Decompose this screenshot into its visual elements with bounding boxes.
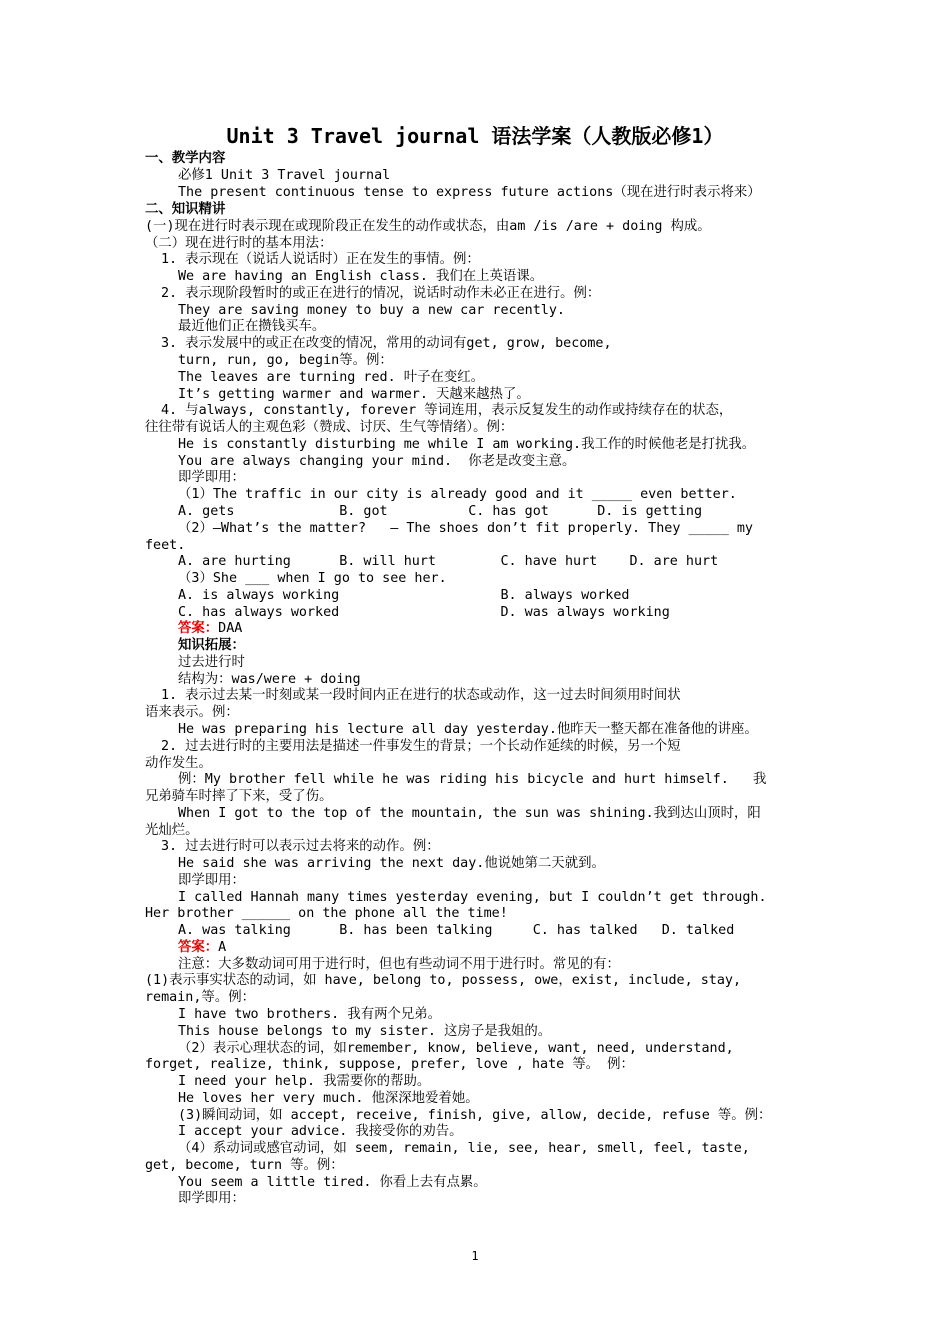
text-line: get, become, turn 等。例：: [145, 1158, 344, 1173]
text-line: 语来表示。例：: [145, 705, 239, 720]
text-line: 必修1 Unit 3 Travel journal: [178, 168, 391, 183]
answer-value: DAA: [218, 621, 243, 636]
text-line: He is constantly disturbing me while I am working.我工作的时候他老是打扰我。: [178, 437, 756, 452]
knowledge-expansion-heading: 知识拓展：: [178, 638, 245, 653]
text-line: 即学即用：: [178, 1191, 245, 1206]
text-line: 即学即用：: [178, 470, 245, 485]
text-line: 结构为：was/were + doing: [178, 672, 361, 687]
text-line: You seem a little tired. 你看上去有点累。: [178, 1175, 487, 1190]
answer-value: A: [218, 940, 227, 955]
exercise-options: A. are hurting B. will hurt C. have hurt D. are hurt: [178, 554, 719, 569]
answer-label: 答案：: [178, 940, 219, 955]
exercise-options: C. has always worked D. was always working: [178, 605, 670, 620]
document-title: Unit 3 Travel journal 语法学案（人教版必修1）: [226, 124, 724, 148]
text-line: remain,等。例：: [145, 990, 255, 1005]
text-line: 光灿烂。: [145, 823, 199, 838]
text-line: He loves her very much. 他深深地爱着她。: [178, 1091, 479, 1106]
text-line: He was preparing his lecture all day yesterday.他昨天一整天都在准备他的讲座。: [178, 722, 758, 737]
text-line: I accept your advice. 我接受你的劝告。: [178, 1124, 463, 1139]
exercise-question: （1）The traffic in our city is already good and it _____ even better.: [178, 487, 737, 502]
text-line: 过去进行时: [178, 655, 245, 670]
text-line: 动作发生。: [145, 756, 212, 771]
page-number: 1: [471, 1249, 479, 1263]
text-line: We are having an English class. 我们在上英语课。: [178, 269, 544, 284]
text-line: 1. 表示现在（说话人说话时）正在发生的事情。例：: [161, 252, 480, 267]
section-heading-knowledge: 二、知识精讲: [145, 202, 226, 217]
text-line: This house belongs to my sister. 这房子是我姐的。: [178, 1024, 552, 1039]
exercise-question: I called Hannah many times yesterday evening, but I couldn’t get through.: [178, 890, 767, 905]
text-line: The present continuous tense to express future actions（现在进行时表示将来）: [178, 185, 761, 200]
text-line: 2. 表示现阶段暂时的或正在进行的情况，说话时动作未必正在进行。例：: [161, 286, 601, 301]
text-line: 往往带有说话人的主观色彩（赞成、讨厌、生气等情绪）。例：: [145, 420, 514, 435]
exercise-question: feet.: [145, 538, 186, 553]
text-line: 最近他们正在攒钱买车。: [178, 319, 326, 334]
text-line: 4. 与always, constantly, forever 等词连用，表示反复发生的动作或持续存在的状态，: [161, 403, 733, 418]
text-line: They are saving money to buy a new car recently.: [178, 303, 565, 318]
text-line: turn, run, go, begin等。例：: [178, 353, 393, 368]
text-line: 例：My brother fell while he was riding his bicycle and hurt himself. 我: [178, 772, 767, 787]
text-line: （二）现在进行时的基本用法：: [145, 236, 333, 251]
text-line: The leaves are turning red. 叶子在变红。: [178, 370, 485, 385]
section-heading-teaching-content: 一、教学内容: [145, 151, 226, 166]
answer-label: 答案：: [178, 621, 219, 636]
text-line: He said she was arriving the next day.他说她第二天就到。: [178, 856, 605, 871]
text-line: When I got to the top of the mountain, the sun was shining.我到达山顶时，阳: [178, 806, 761, 821]
text-line: （2）表示心理状态的词，如remember, know, believe, want, need, understand,: [178, 1041, 734, 1056]
text-line: It’s getting warmer and warmer. 天越来越热了。: [178, 387, 530, 402]
exercise-question: Her brother ______ on the phone all the time!: [145, 906, 508, 921]
exercise-question: （2）—What’s the matter? — The shoes don’t fit properly. They _____ my: [178, 521, 753, 536]
text-line: I have two brothers. 我有两个兄弟。: [178, 1007, 442, 1022]
text-line: 2. 过去进行时的主要用法是描述一件事发生的背景；一个长动作延续的时候，另一个短: [161, 739, 681, 754]
text-line: （4）系动词或感官动词，如 seem, remain, lie, see, hear, smell, feel, taste,: [178, 1141, 750, 1156]
exercise-options: A. was talking B. has been talking C. has talked D. talked: [178, 923, 735, 938]
text-line: (3)瞬间动词，如 accept, receive, finish, give, allow, decide, refuse 等。例：: [178, 1108, 772, 1123]
text-line: (一)现在进行时表示现在或现阶段正在发生的动作或状态，由am /is /are + doing 构成。: [145, 219, 711, 234]
exercise-options: A. is always working B. always worked: [178, 588, 630, 603]
text-line: 兄弟骑车时摔了下来，受了伤。: [145, 789, 333, 804]
exercise-question: （3）She ___ when I go to see her.: [178, 571, 447, 586]
text-line: 3. 表示发展中的或正在改变的情况，常用的动词有get, grow, become,: [161, 336, 612, 351]
text-line: (1)表示事实状态的动词，如 have, belong to, possess, owe，exist, include, stay,: [145, 973, 742, 988]
answer-line: [178, 939, 226, 956]
text-line: 注意：大多数动词可用于进行时，但也有些动词不用于进行时。常见的有：: [178, 957, 620, 972]
answer-line: [178, 620, 242, 637]
text-line: You are always changing your mind. 你老是改变主意。: [178, 454, 576, 469]
exercise-options: A. gets B. got C. has got D. is getting: [178, 504, 703, 519]
text-line: 1. 表示过去某一时刻或某一段时间内正在进行的状态或动作，这一过去时间须用时间状: [161, 688, 681, 703]
text-line: 3. 过去进行时可以表示过去将来的动作。例：: [161, 839, 440, 854]
text-line: I need your help. 我需要你的帮助。: [178, 1074, 431, 1089]
text-line: forget, realize, think, suppose, prefer, love , hate 等。 例：: [145, 1057, 634, 1072]
text-line: 即学即用：: [178, 873, 245, 888]
